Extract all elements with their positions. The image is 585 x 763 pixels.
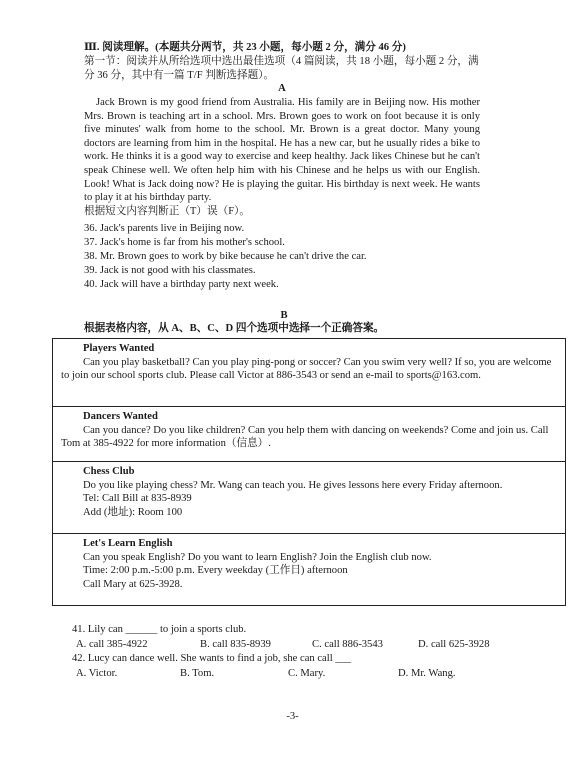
tf-question: 38. Mr. Brown goes to work by bike because he can't drive the car. — [84, 251, 367, 262]
passage-b-instruction: 根据表格内容，从 A、B、C、D 四个选项中选择一个正确答案。 — [84, 323, 385, 334]
mc-question-stem: 41. Lily can ______ to join a sports club. — [72, 624, 247, 635]
ad-line: Add (地址): Room 100 — [83, 506, 183, 518]
tf-question: 37. Jack's home is far from his mother's school. — [84, 237, 285, 248]
ad-line: Time: 2:00 p.m.-5:00 p.m. Every weekday (工作日) afternoon — [83, 565, 348, 577]
mc-option: D. Mr. Wang. — [398, 667, 456, 679]
mc-option: A. call 385-4922 — [76, 638, 148, 650]
ad-line: Tel: Call Bill at 835-8939 — [83, 493, 192, 505]
ad-title: Players Wanted — [83, 343, 155, 354]
mc-question-stem: 42. Lucy can dance well. She wants to find a job, she can call ___ — [72, 653, 352, 664]
tf-question-list — [84, 222, 484, 292]
ad-dancers-wanted — [53, 407, 565, 462]
ad-english-club — [53, 534, 565, 606]
ad-line: Call Mary at 625-3928. — [83, 578, 183, 590]
passage-a — [84, 96, 480, 218]
section-heading: Ⅲ. 阅读理解。(本题共分两节，共 23 小题，每小题 2 分，满分 46 分) — [84, 42, 406, 53]
mc-option: B. call 835-8939 — [200, 638, 271, 650]
passage-a-instruction: 根据短文内容判断正（T）误（F）。 — [84, 205, 250, 217]
section-subheading: 第一节：阅读并从所给选项中选出最佳选项（4 篇阅读，共 18 小题，每小题 2 分，满分 36 分，其中有一篇 T/F 判断选择题）。 — [84, 56, 479, 81]
ads-table — [52, 338, 566, 606]
ad-players-wanted — [53, 339, 565, 407]
tf-question: 36. Jack's parents live in Beijing now. — [84, 223, 245, 234]
mc-option: A. Victor. — [76, 667, 118, 679]
ad-line: Do you like playing chess? Mr. Wang can teach you. He gives lessons here every Friday afternoon. — [83, 479, 503, 491]
mc-option: C. Mary. — [288, 667, 326, 679]
page-number: -3- — [286, 711, 299, 722]
mc-option: C. call 886-3543 — [312, 638, 383, 650]
mc-options-row — [72, 638, 542, 653]
tf-question: 40. Jack will have a birthday party next week. — [84, 279, 279, 290]
mc-option: B. Tom. — [180, 667, 215, 679]
mc-question-list — [72, 623, 542, 681]
ad-body: Can you play basketball? Can you play ping-pong or soccer? Can you swim very well? If so, you are welcome to join our school sports club. Please call Victor at 886-3543 or send an e-mail to sports@163.com. — [61, 356, 552, 382]
ad-title: Chess Club — [83, 466, 135, 477]
mc-options-row — [72, 667, 542, 682]
passage-a-text: Jack Brown is my good friend from Australia. His family are in Beijing now. His mother Mrs. Brown is teaching art in a school. Mrs. Brown goes to work on foot because it is only five minutes' walk from home to the school. Mr. Brown is a great doctor. Many young doctors are learning from him in the hospital. He has a new car, but he usually rides a bike to work. He thinks it is a good way to exercise and keep healthy. Jack likes Chinese but he can't speak Chinese well. We often help him with his Chinese and he helps us with our English. Look! What is Jack doing now? He is playing the guitar. His birthday is next week. He wants to play it at his birthday party. — [84, 97, 480, 204]
passage-a-letter: A — [278, 83, 286, 94]
ad-title: Let's Learn English — [83, 538, 173, 549]
ad-chess-club — [53, 462, 565, 534]
passage-b-letter: B — [280, 310, 288, 321]
ad-title: Dancers Wanted — [83, 411, 158, 422]
tf-question: 39. Jack is not good with his classmates. — [84, 265, 256, 276]
mc-option: D. call 625-3928 — [418, 638, 490, 650]
ad-line: Can you speak English? Do you want to learn English? Join the English club now. — [83, 551, 432, 563]
ad-body: Can you dance? Do you like children? Can you help them with dancing on weekends? Come and join us. Call Tom at 385-4922 for more information（信息）. — [61, 424, 549, 450]
